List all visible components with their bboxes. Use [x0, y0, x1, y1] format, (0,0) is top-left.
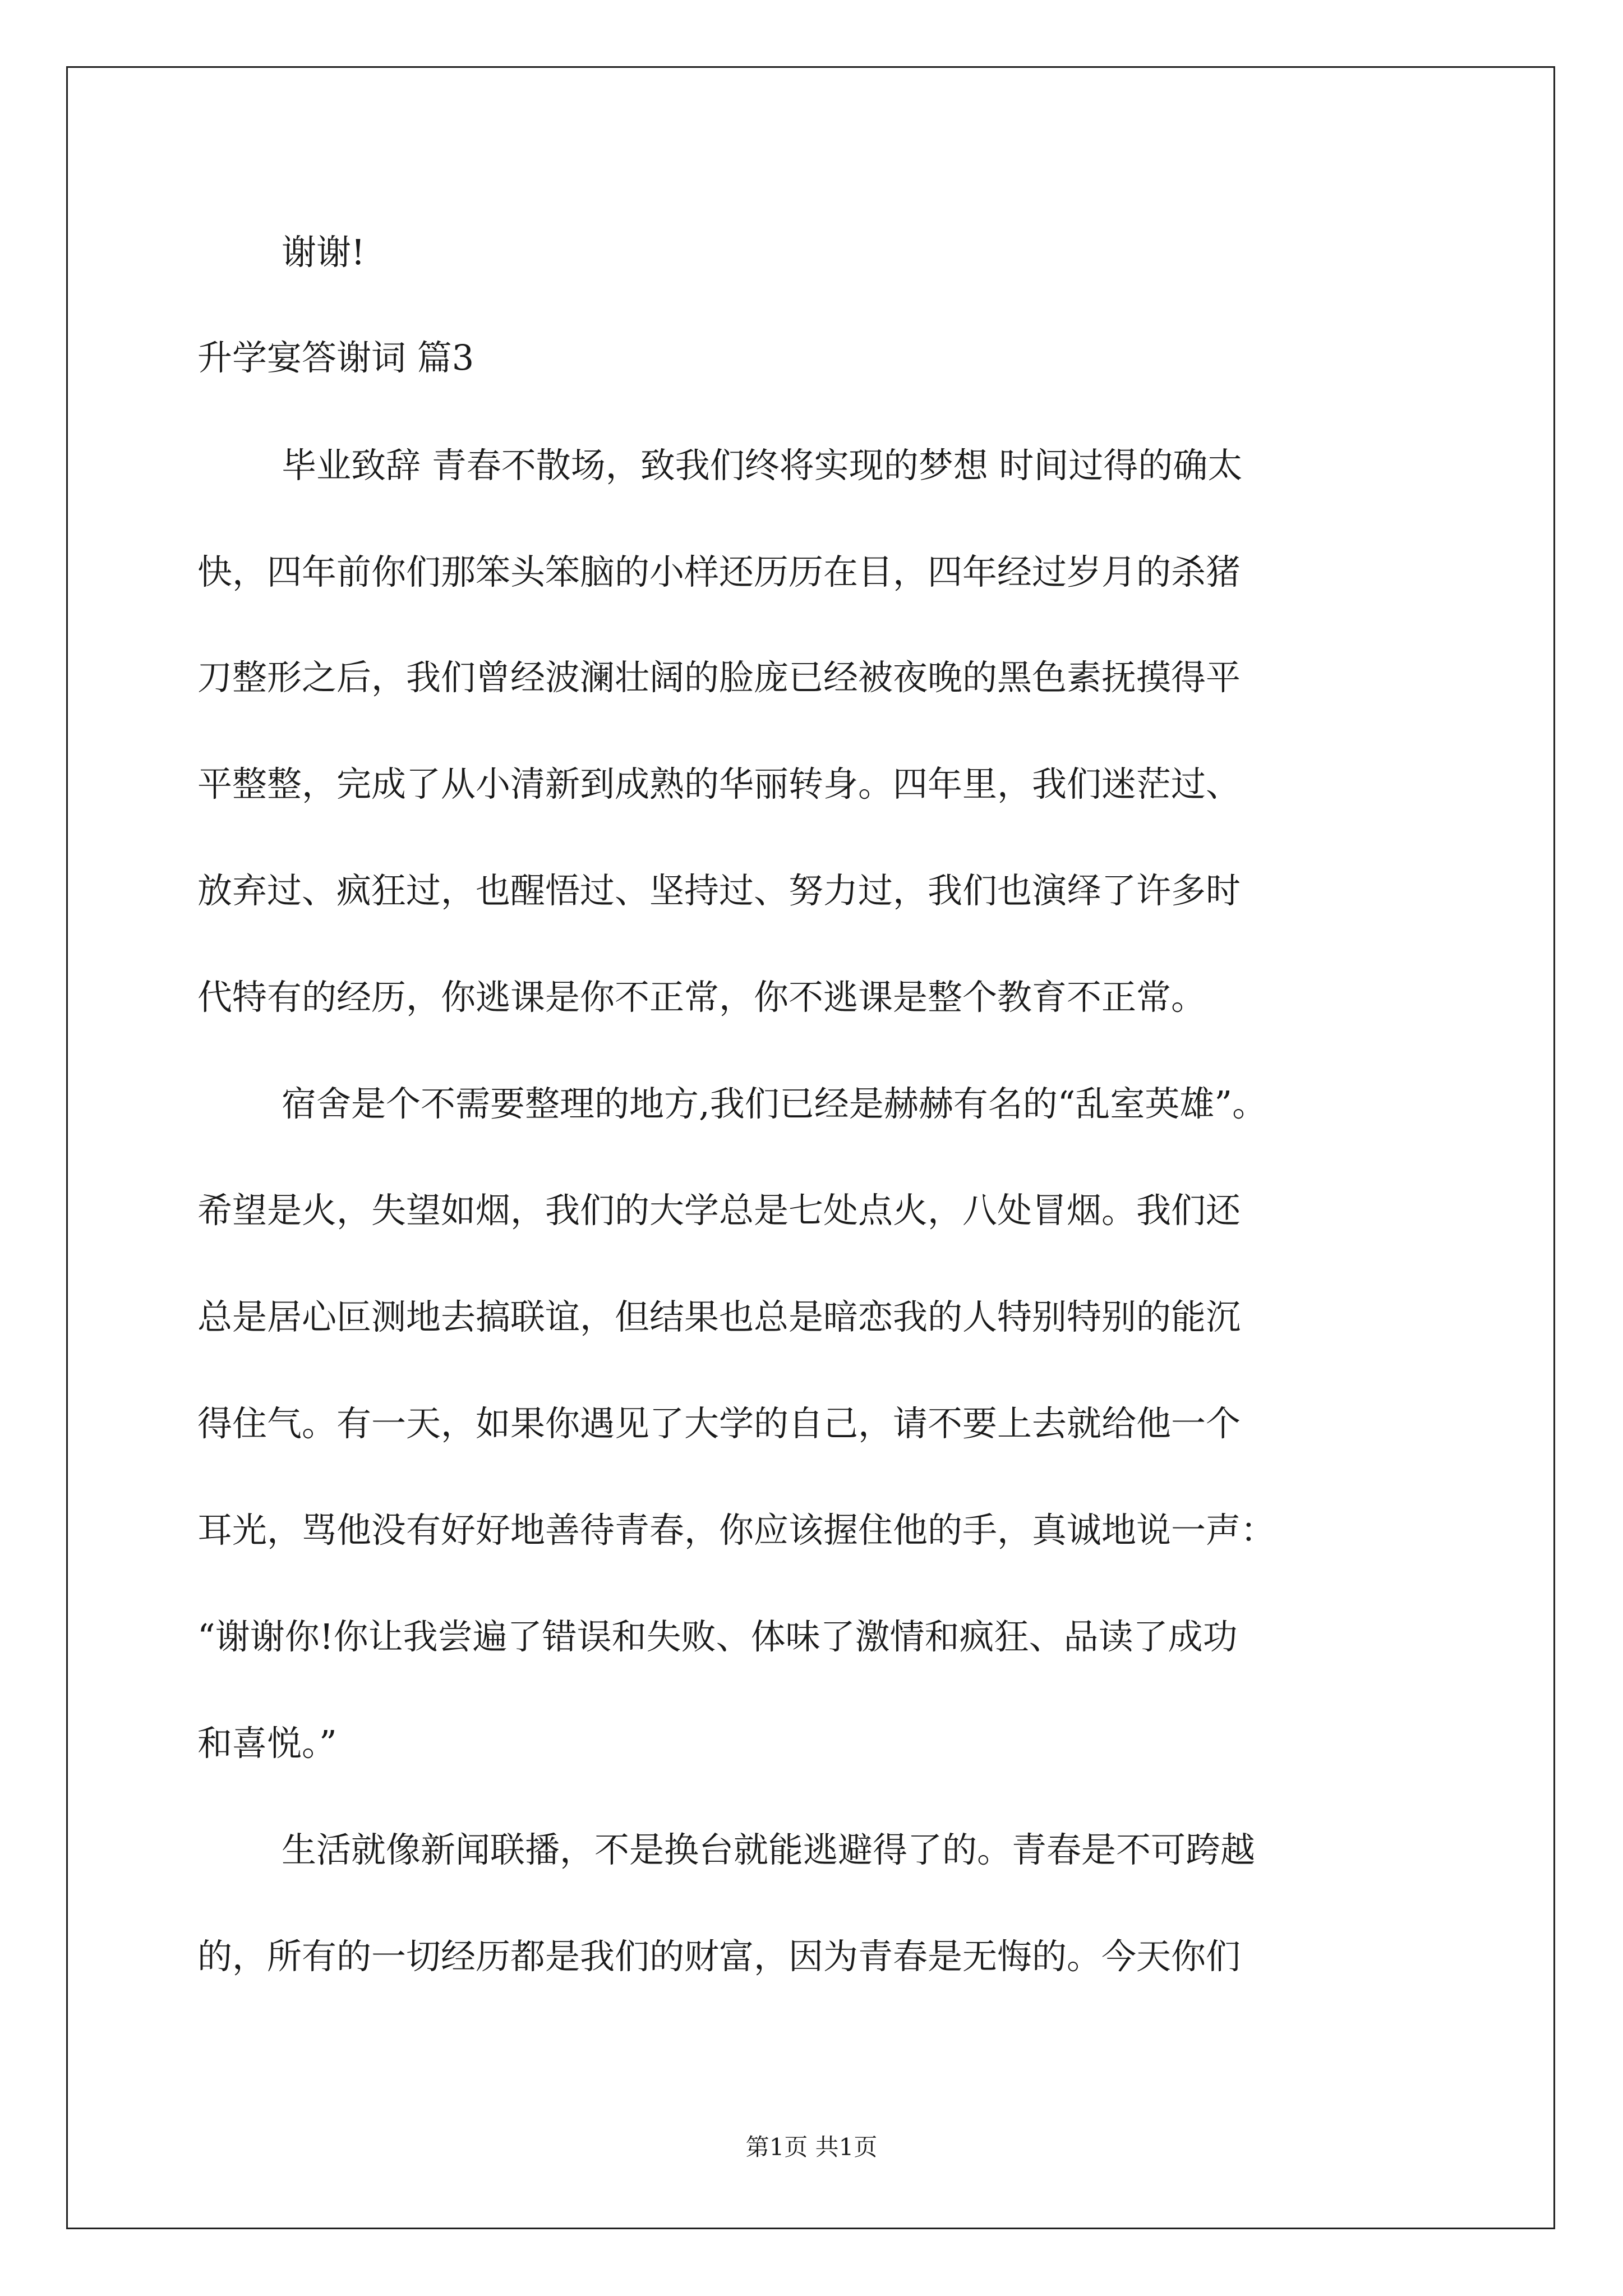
paragraph-line: 放弃过、疯狂过，也醒悟过、坚持过、努力过，我们也演绎了许多时 — [197, 870, 1241, 911]
paragraph-line: 的，所有的一切经历都是我们的财富，因为青春是无悔的。今天你们 — [197, 1936, 1241, 1977]
paragraph-line: 平整整，完成了从小清新到成熟的华丽转身。四年里，我们迷茫过、 — [197, 763, 1241, 804]
paragraph-line: 得住气。有一天，如果你遇见了大学的自己，请不要上去就给他一个 — [197, 1403, 1241, 1444]
section-heading: 升学宴答谢词 篇3 — [197, 337, 474, 378]
paragraph-line: 代特有的经历，你逃课是你不正常，你不逃课是整个教育不正常。 — [197, 977, 1206, 1018]
paragraph-line: 宿舍是个不需要整理的地方,我们已经是赫赫有名的“乱室英雄”。 — [282, 1083, 1267, 1124]
paragraph-line: 总是居心叵测地去搞联谊，但结果也总是暗恋我的人特别特别的能沉 — [197, 1296, 1241, 1337]
paragraph-line: 快，四年前你们那笨头笨脑的小样还历历在目，四年经过岁月的杀猪 — [197, 551, 1241, 592]
paragraph-line: 刀整形之后，我们曾经波澜壮阔的脸庞已经被夜晚的黑色素抚摸得平 — [197, 657, 1241, 698]
paragraph-line: 希望是火，失望如烟，我们的大学总是七处点火，八处冒烟。我们还 — [197, 1190, 1241, 1231]
paragraph-line: “谢谢你!你让我尝遍了错误和失败、体味了激情和疯狂、品读了成功 — [197, 1616, 1238, 1657]
paragraph-line: 生活就像新闻联播，不是换台就能逃避得了的。青春是不可跨越 — [282, 1829, 1256, 1870]
paragraph-line: 耳光，骂他没有好好地善待青春，你应该握住他的手，真诚地说一声： — [197, 1510, 1276, 1550]
page-border — [66, 66, 1555, 2229]
paragraph-line: 毕业致辞 青春不散场，致我们终将实现的梦想 时间过得的确太 — [282, 445, 1243, 486]
closing-thanks: 谢谢! — [282, 232, 365, 273]
paragraph-line: 和喜悦。” — [197, 1723, 337, 1764]
page-number: 第1页 共1页 — [745, 2133, 878, 2161]
